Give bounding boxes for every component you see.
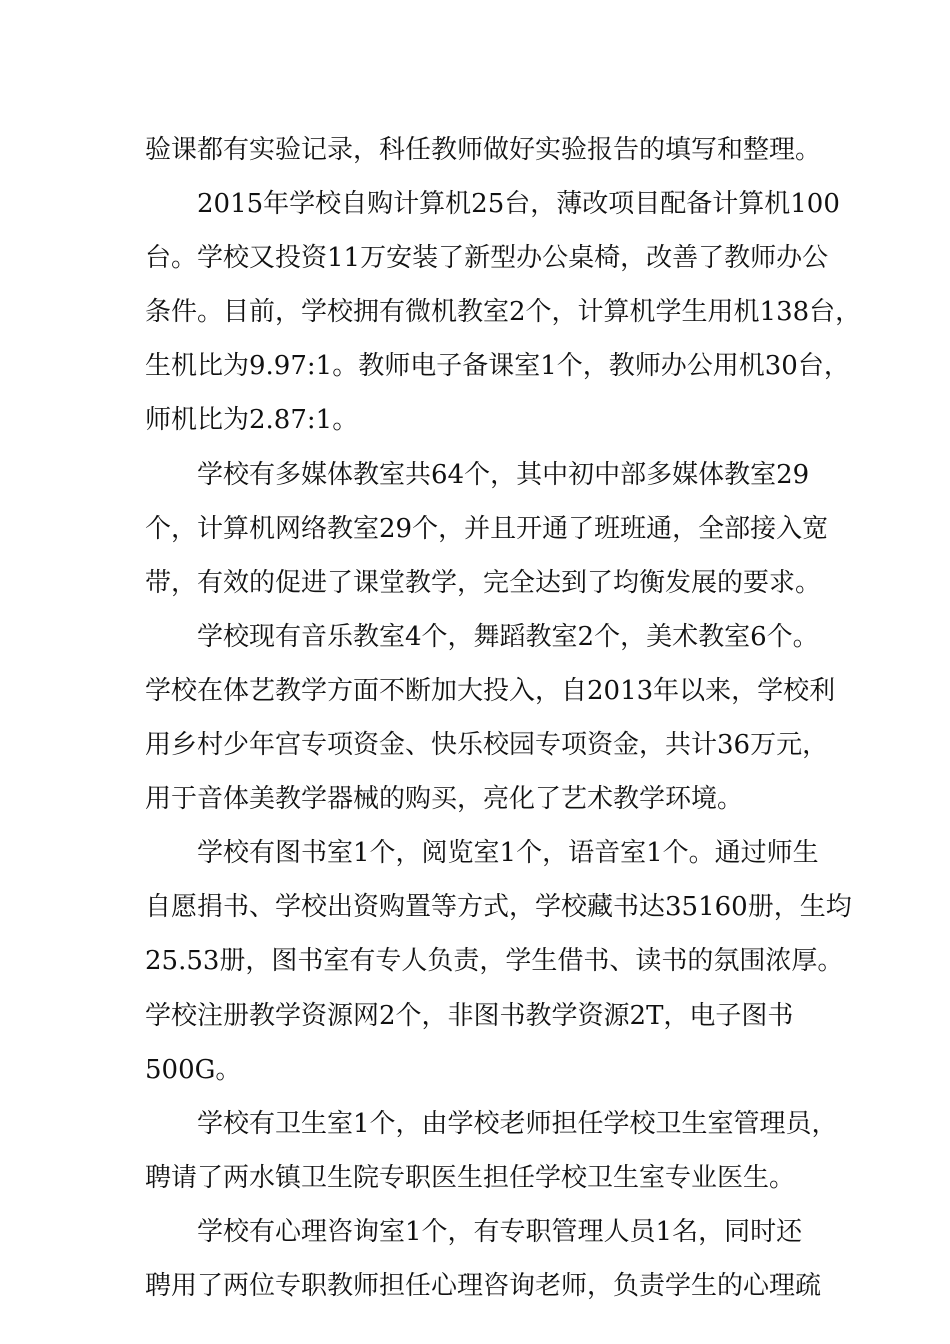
text-line: 学校注册教学资源网2个，非图书教学资源2T，电子图书 bbox=[145, 1000, 794, 1031]
text-line: 台。学校又投资11万安装了新型办公桌椅，改善了教师办公 bbox=[145, 243, 829, 274]
text-line: 验课都有实验记录，科任教师做好实验报告的填写和整理。 bbox=[145, 135, 822, 165]
text-line: 带，有效的促进了课堂教学，完全达到了均衡发展的要求。 bbox=[145, 567, 822, 598]
text-line: 聘请了两水镇卫生院专职医生担任学校卫生室专业医生。 bbox=[145, 1162, 796, 1193]
text-line: 个，计算机网络教室29个，并且开通了班班通，全部接入宽 bbox=[145, 513, 829, 544]
text-line: 学校有图书室1个，阅览室1个，语音室1个。通过师生 bbox=[197, 838, 819, 869]
text-line: 学校有卫生室1个，由学校老师担任学校卫生室管理员， bbox=[197, 1108, 838, 1139]
text-line: 生机比为9.97:1。教师电子备课室1个，教师办公用机30台， bbox=[145, 351, 850, 382]
text-line: 学校有多媒体教室共64个，其中初中部多媒体教室29 bbox=[197, 459, 810, 490]
text-line: 用于音体美教学器械的购买，亮化了艺术教学环境。 bbox=[145, 784, 744, 815]
text-line: 师机比为2.87:1。 bbox=[145, 405, 359, 436]
text-line: 2015年学校自购计算机25台，薄改项目配备计算机100 bbox=[197, 189, 840, 220]
text-line: 学校有心理咨询室1个，有专职管理人员1名，同时还 bbox=[197, 1216, 803, 1247]
document-body bbox=[145, 123, 862, 1313]
text-line: 500G。 bbox=[145, 1054, 242, 1085]
text-line: 学校现有音乐教室4个，舞蹈教室2个，美术教室6个。 bbox=[197, 621, 819, 652]
text-line: 用乡村少年宫专项资金、快乐校园专项资金，共计36万元， bbox=[145, 730, 829, 761]
text-line: 自愿捐书、学校出资购置等方式，学校藏书达35160册，生均 bbox=[145, 892, 852, 923]
text-line: 学校在体艺教学方面不断加大投入，自2013年以来，学校利 bbox=[145, 675, 836, 706]
text-line: 25.53册，图书室有专人负责，学生借书、读书的氛围浓厚。 bbox=[145, 946, 844, 977]
text-line: 条件。目前，学校拥有微机教室2个，计算机学生用机138台， bbox=[145, 297, 862, 328]
text-line: 聘用了两位专职教师担任心理咨询老师，负责学生的心理疏 bbox=[145, 1270, 822, 1301]
